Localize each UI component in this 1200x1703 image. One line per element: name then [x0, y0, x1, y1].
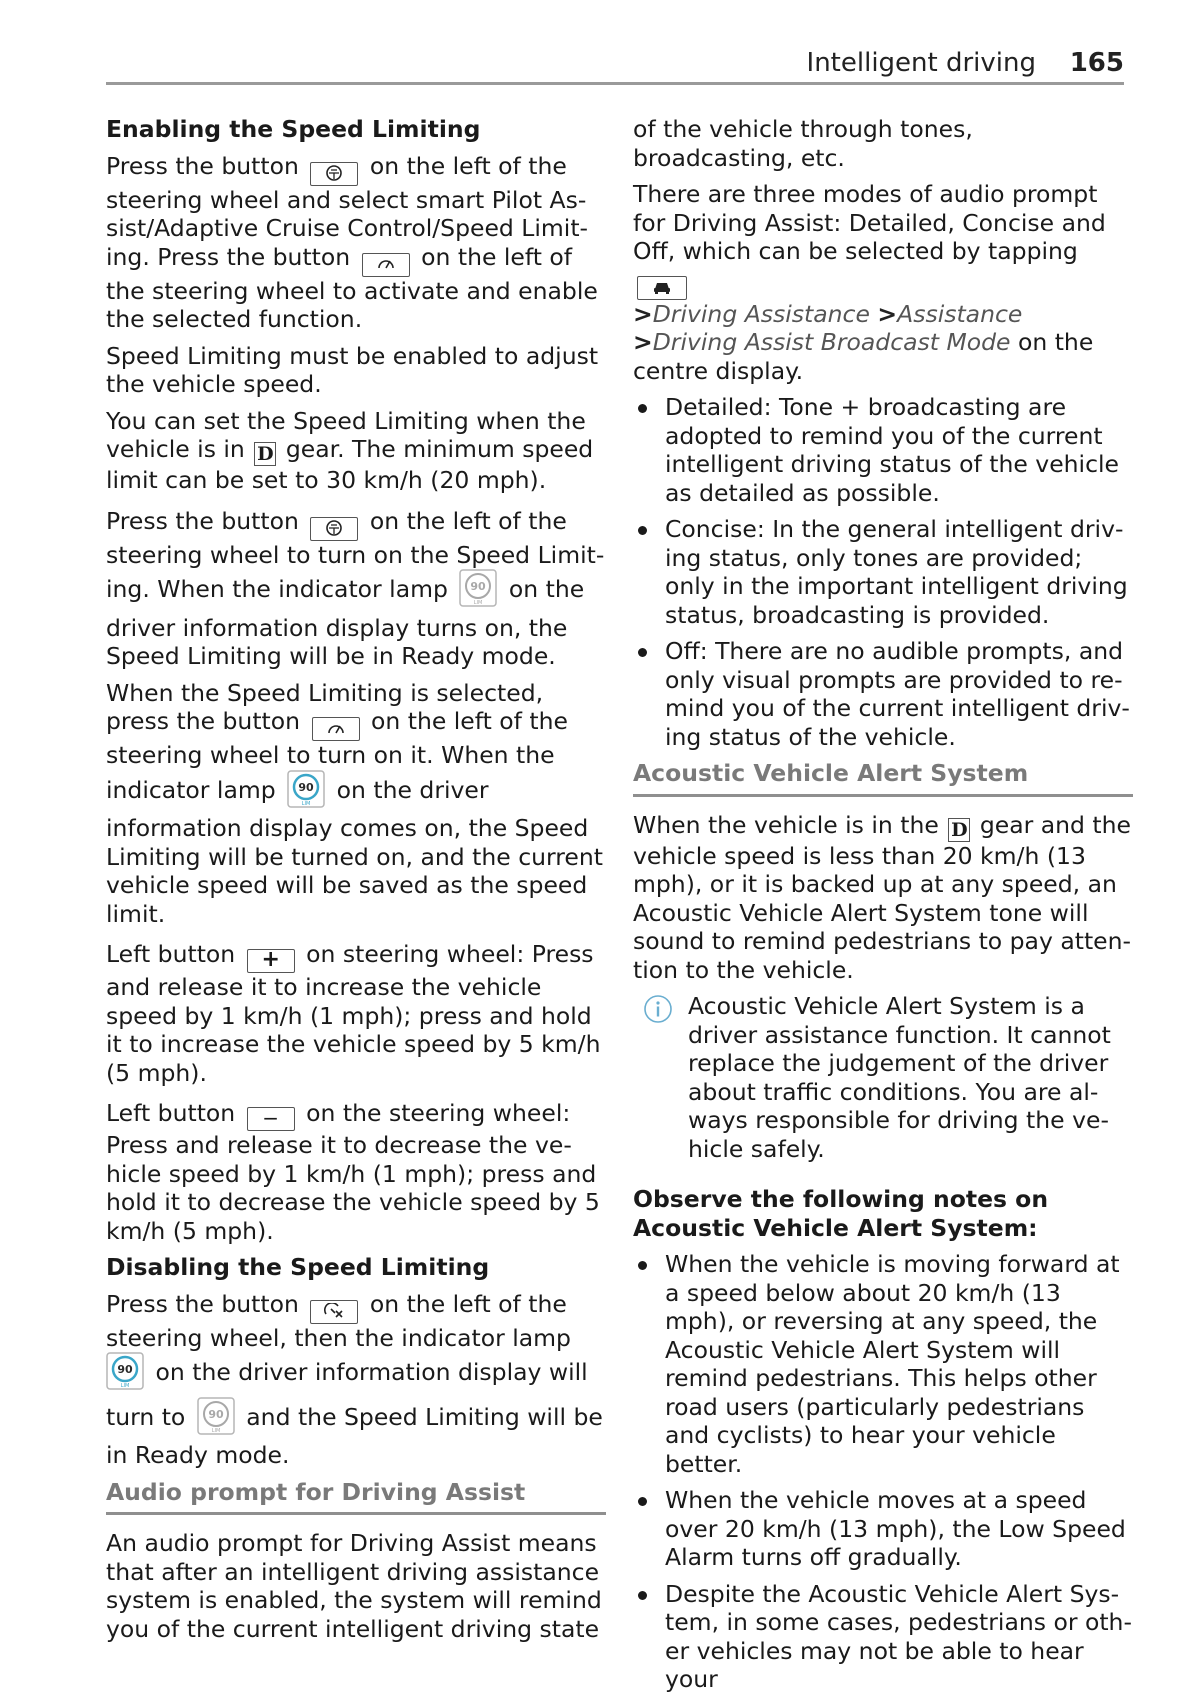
- paragraph-minus-button: Left button − on the steering wheel: Press and release it to decrease the vehicle speed by 1 km/h (1 mph); press and hold it to decrease the vehicle speed by 5 km/h (5 mph).: [106, 1099, 600, 1245]
- minus-button-icon: −: [247, 1107, 295, 1131]
- svg-text:90: 90: [470, 580, 487, 593]
- paragraph-minimum-speed: You can set the Speed Limiting when the vehicle is in D gear. The minimum speed limit can be set to 30 km/h (20 mph).: [106, 406, 594, 494]
- d-gear-icon: D: [948, 818, 970, 842]
- audio-mode-list: [633, 393, 1133, 751]
- paragraph-turn-on: When the Speed Limiting is selected, press the button on the left of the steering wheel to turn on it. When the indicator lamp 90 LIM on the driver information display comes on, the Speed Limiting will be turned on, and the current vehicle speed will be saved as the speed limit.: [106, 678, 603, 928]
- paragraph-audio-prompt: An audio prompt for Driving Assist means that after an intelligent driving assistance system is enabled, the system will remind you of the current intelligent driving state: [106, 1529, 602, 1643]
- speed-limit-lamp-active-icon: [106, 1352, 144, 1397]
- svg-text:90: 90: [117, 1363, 133, 1376]
- section-title: Intelligent driving: [806, 48, 1036, 78]
- paragraph-plus-button: Left button + on steering wheel: Press and release it to increase the vehicle speed by 1 km/h (1 mph); press and hold it to increase the vehicle speed by 5 km/h (5 mph).: [106, 940, 601, 1087]
- chevron-right-icon: >: [877, 299, 898, 328]
- speed-limit-mode-button-icon: [310, 517, 358, 541]
- speed-limit-mode-button-icon: [310, 162, 358, 186]
- paragraph-audio-modes: There are three modes of audio prompt for Driving Assist: Detailed, Concise and Off, which can be selected by tapping >Driving Assistance >Assistance >Driving Assist Broadcast Mode on the centre display.: [633, 180, 1106, 385]
- list-item: Despite the Acoustic Vehicle Alert System, in some cases, pedestrians or other vehicles may not be able to hear your: [633, 1580, 1133, 1694]
- list-item: When the vehicle moves at a speed over 20 km/h (13 mph), the Low Speed Alarm turns off gradually.: [633, 1486, 1133, 1572]
- speed-limit-lamp-active-icon: [287, 770, 325, 815]
- right-column: [633, 115, 1133, 1702]
- heading-audio-prompt: Audio prompt for Driving Assist: [106, 1478, 606, 1516]
- paragraph-enable-required: Speed Limiting must be enabled to adjust the vehicle speed.: [106, 341, 599, 398]
- heading-disabling-speed-limiting: Disabling the Speed Limiting: [106, 1253, 490, 1281]
- cruise-activate-button-icon: [362, 253, 410, 277]
- avas-notes-list: [633, 1250, 1133, 1694]
- svg-text:LIM: LIM: [120, 1383, 130, 1389]
- vehicle-settings-icon: [637, 276, 687, 300]
- paragraph-ready-mode: Press the button on the left of the steering wheel to turn on the Speed Limiting. When the indicator lamp 90 LIM on the driver information display turns on, the Speed Limiting will be in Ready mode.: [106, 506, 605, 670]
- cancel-limit-button-icon: [310, 1300, 358, 1324]
- paragraph-disable-steps: Press the button on the left of the steering wheel, then the indicator lamp 90 LIM on the driver information display will turn to 90 LIM and the Speed Limiting will be in Ready mode.: [106, 1289, 603, 1469]
- left-column: [106, 115, 606, 1651]
- cruise-activate-button-icon: [312, 717, 360, 741]
- list-item: When the vehicle is moving forward at a speed below about 20 km/h (13 mph), or reversing at any speed, the Acoustic Vehicle Alert System will remind pedestrians. This helps other road users (particularly pedestrians and cyclists) to hear your vehicle better.: [633, 1250, 1133, 1478]
- speed-limit-lamp-inactive-icon: [197, 1397, 235, 1442]
- info-note: Acoustic Vehicle Alert System is a driver assistance function. It cannot replace the judgement of the driver about traffic conditions. You are always responsible for driving the vehicle safely.: [633, 992, 1133, 1163]
- d-gear-icon: D: [254, 442, 276, 466]
- paragraph-enable-steps: Press the button on the left of the steering wheel and select smart Pilot Assist/Adaptive Cruise Control/Speed Limiting. Press the button on the left of the steering wheel to activate and enable the selected function.: [106, 151, 598, 333]
- heading-enabling-speed-limiting: Enabling the Speed Limiting: [106, 115, 481, 143]
- heading-avas: Acoustic Vehicle Alert System: [633, 759, 1133, 797]
- speed-limit-lamp-inactive-icon: [459, 569, 497, 614]
- chevron-right-icon: >: [633, 299, 653, 328]
- list-item: Detailed: Tone + broadcasting are adopted to remind you of the current intelligent driving status of the vehicle as detailed as possible.: [633, 393, 1133, 507]
- paragraph-audio-continued: of the vehicle through tones, broadcasting, etc.: [633, 115, 973, 172]
- page-header: [106, 44, 1124, 85]
- plus-button-icon: +: [247, 949, 295, 973]
- chevron-right-icon: >: [633, 328, 653, 356]
- svg-text:LIM: LIM: [474, 600, 483, 606]
- info-icon: [643, 994, 673, 1031]
- page-number: 165: [1069, 48, 1124, 78]
- svg-text:LIM: LIM: [211, 1427, 221, 1434]
- list-item: Off: There are no audible prompts, and only visual prompts are provided to remind you of the current intelligent driving status of the vehicle.: [633, 637, 1133, 751]
- svg-text:90: 90: [208, 1407, 224, 1421]
- paragraph-avas: When the vehicle is in the D gear and the vehicle speed is less than 20 km/h (13 mph), or it is backed up at any speed, an Acoustic Vehicle Alert System tone will sound to remind pedestrians to pay attention to the vehicle.: [633, 810, 1131, 984]
- list-item: Concise: In the general intelligent driving status, only tones are provided; only in the important intelligent driving status, broadcasting is provided.: [633, 515, 1133, 629]
- menu-path: >Driving Assistance >Assistance >Driving Assist Broadcast Mode: [633, 299, 1023, 356]
- svg-text:90: 90: [298, 780, 314, 794]
- heading-observe-notes: Observe the following notes on Acoustic Vehicle Alert System:: [633, 1185, 1049, 1242]
- svg-text:LIM: LIM: [301, 800, 311, 807]
